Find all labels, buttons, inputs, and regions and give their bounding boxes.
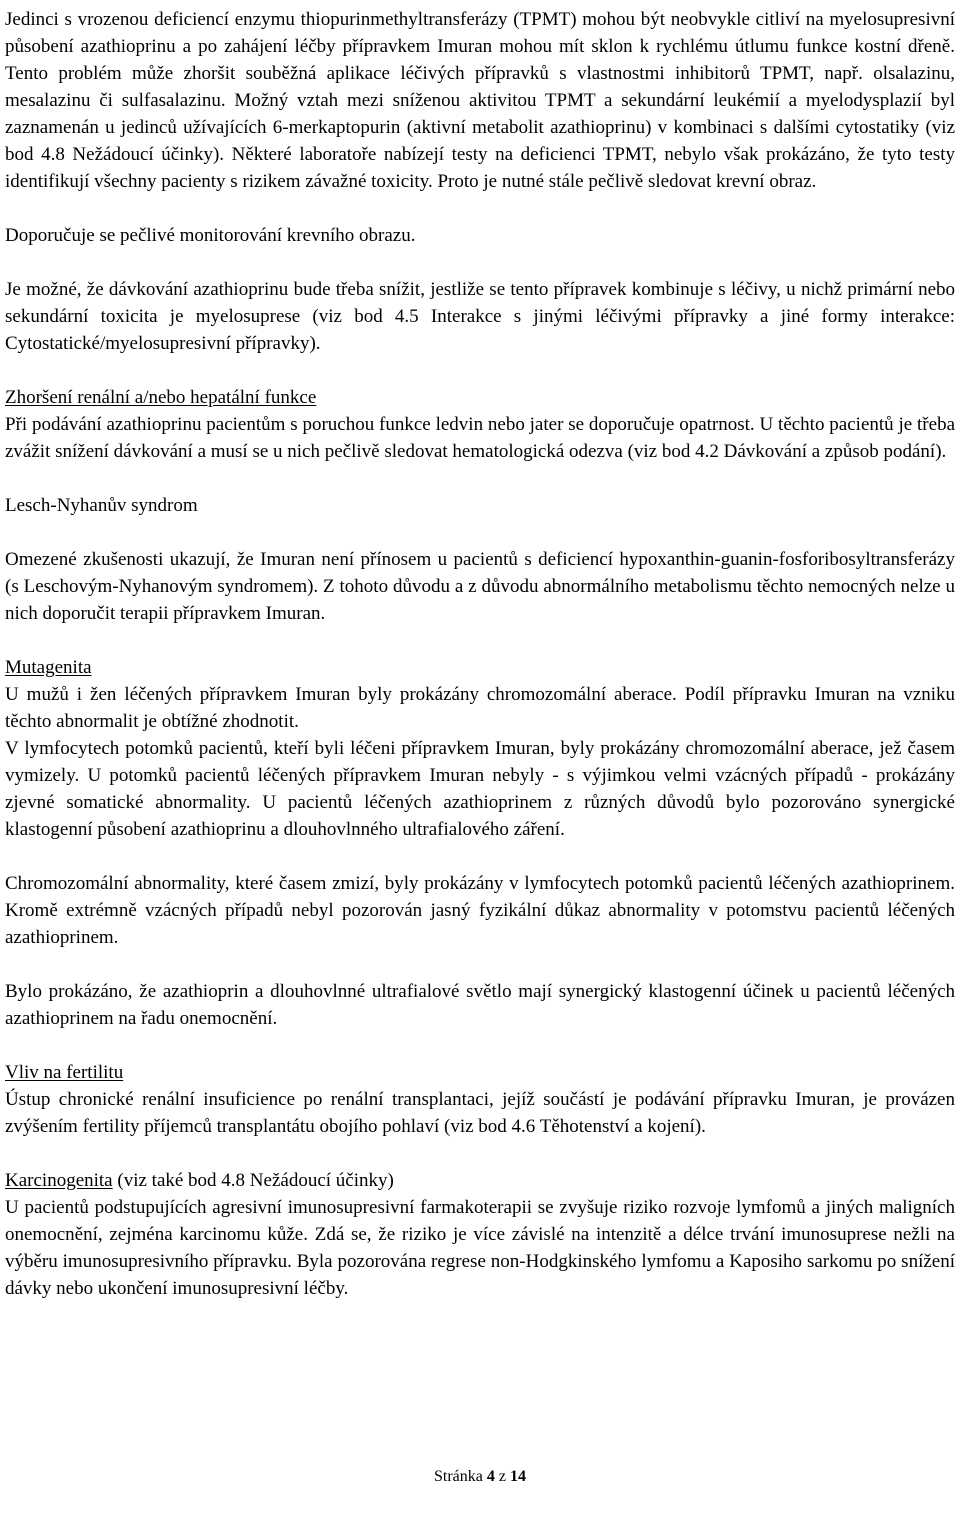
paragraph-tpmt-deficiency: Jedinci s vrozenou deficiencí enzymu thiopurinmethyltransferázy (TPMT) mohou být neobvykle citliví na myelosupresivní působení azathioprinu a po zahájení léčby přípravkem Imuran mohou mít sklon k rychlému útlumu funkce kostní dřeně. Tento problém může zhoršit souběžná aplikace léčivých přípravků s vlastnostmi inhibitorů TPMT, např. olsalazinu, mesalazinu či sulfasalazinu. Možný vztah mezi sníženou aktivitou TPMT a sekundární leukémií a myelodysplazií byl zaznamenán u jedinců užívajících 6-merkaptopurin (aktivní metabolit azathioprinu) v kombinaci s dalšími cytostatiky (viz bod 4.8 Nežádoucí účinky). Některé laboratoře nabízejí testy na deficienci TPMT, nebylo však prokázáno, že tyto testy identifikují všechny pacienty s rizikem závažné toxicity. Proto je nutné stále pečlivě sledovat krevní obraz.	[5, 9, 955, 192]
paragraph-uv-synergy: Bylo prokázáno, že azathioprin a dlouhovlnné ultrafialové světlo mají synergický klastogenní účinek u pacientů léčených azathioprinem na řadu onemocnění.	[5, 981, 955, 1029]
page-number: 4	[486, 1468, 495, 1485]
paragraph-monitoring: Doporučuje se pečlivé monitorování krevního obrazu.	[5, 225, 416, 246]
page-of: z	[498, 1468, 506, 1485]
heading-mutagenicity: Mutagenita	[5, 657, 92, 678]
heading-lesch-nyhan: Lesch-Nyhanův syndrom	[5, 495, 198, 516]
paragraph-dose-reduction: Je možné, že dávkování azathioprinu bude třeba snížit, jestliže se tento přípravek kombinuje s léčivy, u nichž primární nebo sekundární toxicita je myelosuprese (viz bod 4.5 Interakce s jinými léčivými přípravky a jiné formy interakce: Cytostatické/myelosupresivní přípravky).	[5, 279, 955, 354]
heading-fertility: Vliv na fertilitu	[5, 1062, 124, 1083]
paragraph-lesch-nyhan: Omezené zkušenosti ukazují, že Imuran není přínosem u pacientů s deficiencí hypoxanthin-guanin-fosforibosyltransferázy (s Leschovým-Nyhanovým syndromem). Z tohoto důvodu a z důvodu abnormálního metabolismu těchto nemocných nelze u nich doporučit terapii přípravkem Imuran.	[5, 549, 955, 624]
paragraph-mutagenicity-2: V lymfocytech potomků pacientů, kteří byli léčeni přípravkem Imuran, byly prokázány chromozomální aberace, jež časem vymizely. U potomků pacientů léčených přípravkem Imuran nebyly - s výjimkou velmi vzácných případů - prokázány zjevné somatické abnormality. U pacientů léčených azathioprinem z různých důvodů bylo pozorováno synergické klastogenní působení azathioprinu a dlouhovlnného ultrafialového záření.	[5, 738, 955, 840]
paragraph-carcinogenicity: U pacientů podstupujících agresivní imunosupresivní farmakoterapii se zvyšuje riziko rozvoje lymfomů a jiných maligních onemocnění, zejména karcinomu kůže. Zdá se, že riziko je více závislé na intenzitě a délce trvání imunosuprese nežli na výběru imunosupresivního přípravku. Byla pozorována regrese non-Hodgkinského lymfomu a Kaposiho sarkomu po snížení dávky nebo ukončení imunosupresivní léčby.	[5, 1197, 955, 1299]
heading-renal-hepatic: Zhoršení renální a/nebo hepatální funkce	[5, 387, 317, 408]
paragraph-chromosomal: Chromozomální abnormality, které časem zmizí, byly prokázány v lymfocytech potomků pacientů léčených azathioprinem. Kromě extrémně vzácných případů nebyl pozorován jasný fyzikální důkaz abnormality v potomstvu pacientů léčených azathioprinem.	[5, 873, 955, 948]
paragraph-fertility: Ústup chronické renální insuficience po renální transplantaci, jejíž součástí je podávání přípravku Imuran, je provázen zvýšením fertility příjemců transplantátu obojího pohlaví (viz bod 4.6 Těhotenství a kojení).	[5, 1089, 955, 1137]
page-total: 14	[509, 1468, 526, 1485]
heading-carcinogenicity: Karcinogenita (viz také bod 4.8 Nežádoucí účinky)	[5, 1170, 394, 1191]
paragraph-mutagenicity-1: U mužů i žen léčených přípravkem Imuran byly prokázány chromozomální aberace. Podíl přípravku Imuran na vzniku těchto abnormalit je obtížné zhodnotit.	[5, 684, 955, 732]
page-footer	[0, 1467, 960, 1487]
page-label: Stránka	[434, 1468, 483, 1485]
paragraph-renal-hepatic: Při podávání azathioprinu pacientům s poruchou funkce ledvin nebo jater se doporučuje opatrnost. U těchto pacientů je třeba zvážit snížení dávkování a musí se u nich pečlivě sledovat hematologická odezva (viz bod 4.2 Dávkování a způsob podání).	[5, 414, 955, 462]
